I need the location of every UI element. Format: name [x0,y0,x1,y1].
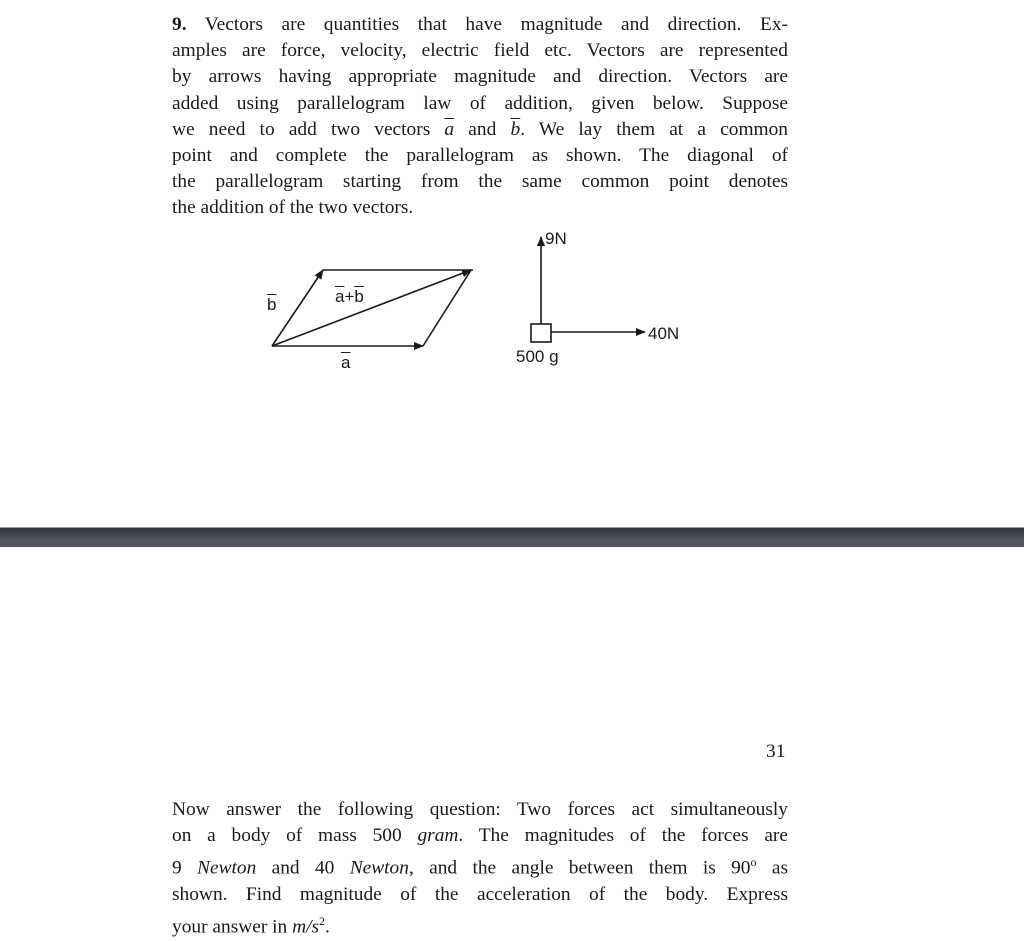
label-vector-a: $\overline{a}$ [341,353,351,372]
parallelogram-diagram [255,225,705,385]
paragraph-line: the addition of the two vectors. [172,197,414,219]
page-number: 31 [766,741,786,762]
label-force-9n: 9N [545,229,567,248]
page-separator [0,527,1024,549]
label-mass: 500 g [516,347,559,366]
paragraph-line: Now answer the following question: Two forces act simultaneously [172,799,788,820]
paragraph-line: we need to add two vectors $\overline{a}$ and $\overline{b}$. We lay them at a common [172,118,788,140]
question-number: 9. [172,14,187,35]
vector-b-symbol: $\overline{b}$ [510,118,521,140]
vector-a-symbol: $\overline{a}$ [444,118,455,140]
vector-b-arrow [272,270,323,346]
vector-figure [255,225,705,385]
paragraph-line: point and complete the parallelogram as shown. The diagonal of [172,145,788,167]
paragraph-line: 9. Vectors are quantities that have magnitude and direction. Ex- [172,14,788,35]
intro-paragraph [172,12,788,222]
paragraph-line: by arrows having appropriate magnitude and direction. Vectors are [172,66,788,88]
paragraph-line: shown. Find magnitude of the acceleration of the body. Express [172,884,788,906]
question-paragraph [172,797,788,941]
label-vector-b: $\overline{b}$ [267,295,277,314]
label-resultant: $\overline{a}+\overline{b}$ [335,287,364,306]
paragraph-line: your answer in $m/s^2$. [172,914,330,938]
paragraph-line: amples are force, velocity, electric field etc. Vectors are represented [172,40,788,62]
paragraph-line: added using parallelogram law of addition, given below. Suppose [172,92,788,114]
paragraph-line: 9 Newton and 40 Newton, and the angle between them is 90$^o$ as [172,855,788,879]
paragraph-line: on a body of mass 500 gram. The magnitudes of the forces are [172,825,789,847]
resultant-arrow [272,270,471,346]
paragraph-line: the parallelogram starting from the same common point denotes [172,171,788,193]
label-force-40n: 40N [648,324,680,343]
mass-box [531,324,551,342]
